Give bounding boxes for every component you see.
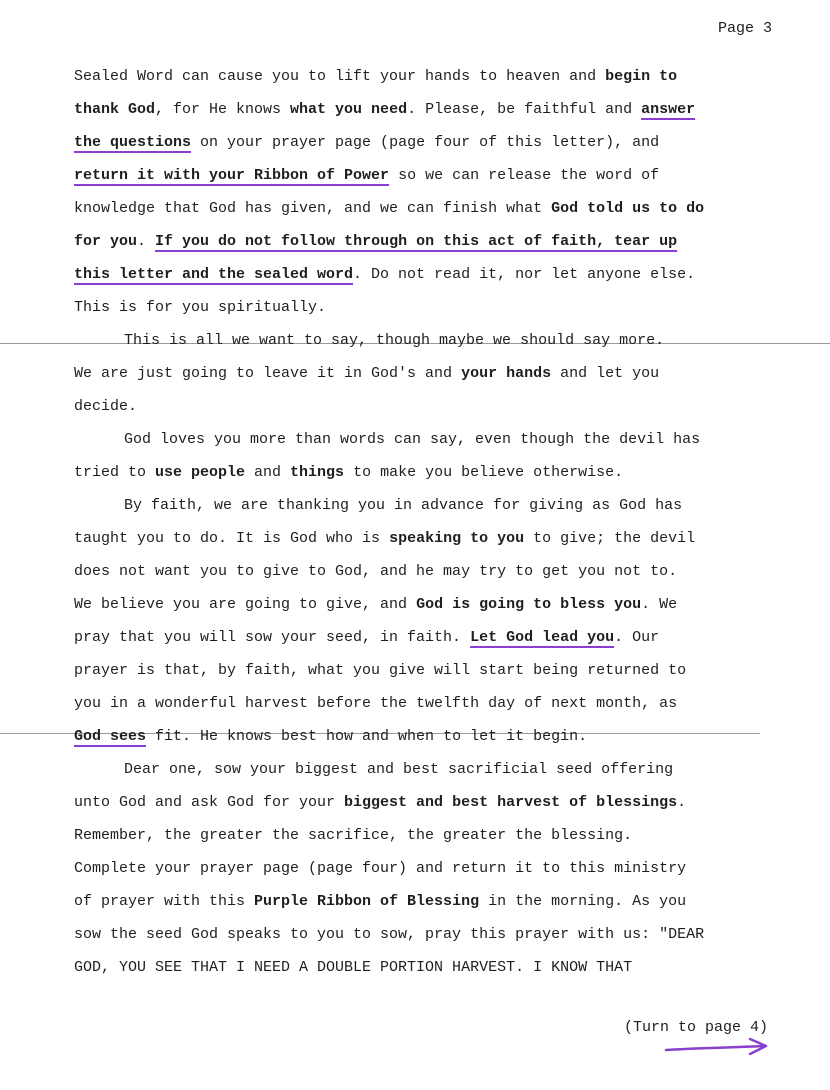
text-segment: and: [245, 464, 291, 481]
text-line: [74, 390, 786, 423]
text-segment: prayer is that, by faith, what you give will start being returned to: [74, 662, 687, 679]
turn-page-note: (Turn to page 4): [624, 1019, 769, 1036]
underlined-emphasis: return it with your Ribbon of Power: [74, 167, 390, 184]
bold-emphasis: thank God: [74, 101, 156, 118]
text-line: [74, 423, 786, 456]
text-segment: . Do not read it, nor let anyone else.: [353, 266, 696, 283]
text-segment: knowledge that God has given, and we can finish what: [74, 200, 552, 217]
text-segment: Dear one, sow your biggest and best sacrificial seed offering: [124, 761, 674, 778]
text-segment: to give; the devil: [524, 530, 696, 547]
bold-emphasis: things: [290, 464, 345, 481]
text-segment: By faith, we are thanking you in advance for giving as God has: [124, 497, 683, 514]
bold-emphasis: for you: [74, 233, 138, 250]
underlined-emphasis: this letter and the sealed word: [74, 266, 354, 283]
text-line: [74, 720, 786, 753]
text-segment: . Please, be faithful and: [407, 101, 642, 118]
text-segment: This is for you spiritually.: [74, 299, 327, 316]
text-segment: fit. He knows best how and when to let it begin.: [146, 728, 588, 745]
text-segment: on your prayer page (page four of this letter), and: [191, 134, 660, 151]
page-number: Page 3: [718, 20, 773, 37]
text-line: [74, 588, 786, 621]
text-line: [74, 522, 786, 555]
underlined-emphasis: Let God lead you: [470, 629, 615, 646]
bold-emphasis: use people: [155, 464, 246, 481]
underlined-emphasis: answer: [641, 101, 696, 118]
text-line: [74, 918, 786, 951]
text-segment: tried to: [74, 464, 156, 481]
text-segment: . Our: [614, 629, 660, 646]
text-segment: We are just going to leave it in God's and: [74, 365, 462, 382]
text-segment: Sealed Word can cause you to lift your hands to heaven and: [74, 68, 606, 85]
text-segment: .: [677, 794, 687, 811]
letter-body: [74, 60, 786, 984]
text-segment: sow the seed God speaks to you to sow, pray this prayer with us: "DEAR: [74, 926, 705, 943]
text-line: [74, 555, 786, 588]
text-line: [74, 258, 786, 291]
bold-emphasis: God is going to bless you: [416, 596, 642, 613]
text-line: [74, 885, 786, 918]
text-segment: , for He knows: [155, 101, 291, 118]
text-segment: unto God and ask God for your: [74, 794, 345, 811]
text-line: [74, 852, 786, 885]
text-line: [74, 687, 786, 720]
text-segment: .: [137, 233, 156, 250]
text-line: [74, 753, 786, 786]
text-segment: in the morning. As you: [479, 893, 687, 910]
text-segment: . We: [641, 596, 678, 613]
text-line: [74, 60, 786, 93]
text-segment: to make you believe otherwise.: [344, 464, 624, 481]
text-segment: This is all we want to say, though maybe we should say more.: [124, 332, 665, 349]
text-line: [74, 951, 786, 984]
text-line: [74, 621, 786, 654]
text-segment: God loves you more than words can say, even though the devil has: [124, 431, 701, 448]
text-line: [74, 225, 786, 258]
text-line: [74, 786, 786, 819]
bold-emphasis: begin to: [605, 68, 678, 85]
text-line: [74, 192, 786, 225]
text-line: [74, 819, 786, 852]
text-segment: does not want you to give to God, and he may try to get you not to.: [74, 563, 678, 580]
text-line: [74, 489, 786, 522]
text-segment: of prayer with this: [74, 893, 255, 910]
underlined-emphasis: If you do not follow through on this act of faith, tear up: [155, 233, 678, 250]
text-line: [74, 159, 786, 192]
bold-emphasis: Purple Ribbon of Blessing: [254, 893, 480, 910]
text-line: [74, 654, 786, 687]
text-line: [74, 324, 786, 357]
text-line: [74, 291, 786, 324]
underlined-emphasis: God sees: [74, 728, 147, 745]
text-segment: taught you to do. It is God who is: [74, 530, 390, 547]
text-line: [74, 456, 786, 489]
text-segment: Remember, the greater the sacrifice, the greater the blessing.: [74, 827, 633, 844]
text-line: [74, 126, 786, 159]
bold-emphasis: what you need: [290, 101, 408, 118]
text-segment: Complete your prayer page (page four) and return it to this ministry: [74, 860, 687, 877]
text-segment: We believe you are going to give, and: [74, 596, 417, 613]
bold-emphasis: God told us to do: [551, 200, 705, 217]
text-segment: GOD, YOU SEE THAT I NEED A DOUBLE PORTION HARVEST. I KNOW THAT: [74, 959, 633, 976]
text-segment: pray that you will sow your seed, in faith.: [74, 629, 471, 646]
bold-emphasis: biggest and best harvest of blessings: [344, 794, 678, 811]
text-segment: so we can release the word of: [389, 167, 660, 184]
text-segment: and let you: [551, 365, 660, 382]
bold-emphasis: your hands: [461, 365, 552, 382]
text-line: [74, 93, 786, 126]
text-segment: decide.: [74, 398, 138, 415]
underlined-emphasis: the questions: [74, 134, 192, 151]
bold-emphasis: speaking to you: [389, 530, 525, 547]
right-arrow-icon: [664, 1036, 774, 1060]
text-segment: you in a wonderful harvest before the twelfth day of next month, as: [74, 695, 678, 712]
text-line: [74, 357, 786, 390]
